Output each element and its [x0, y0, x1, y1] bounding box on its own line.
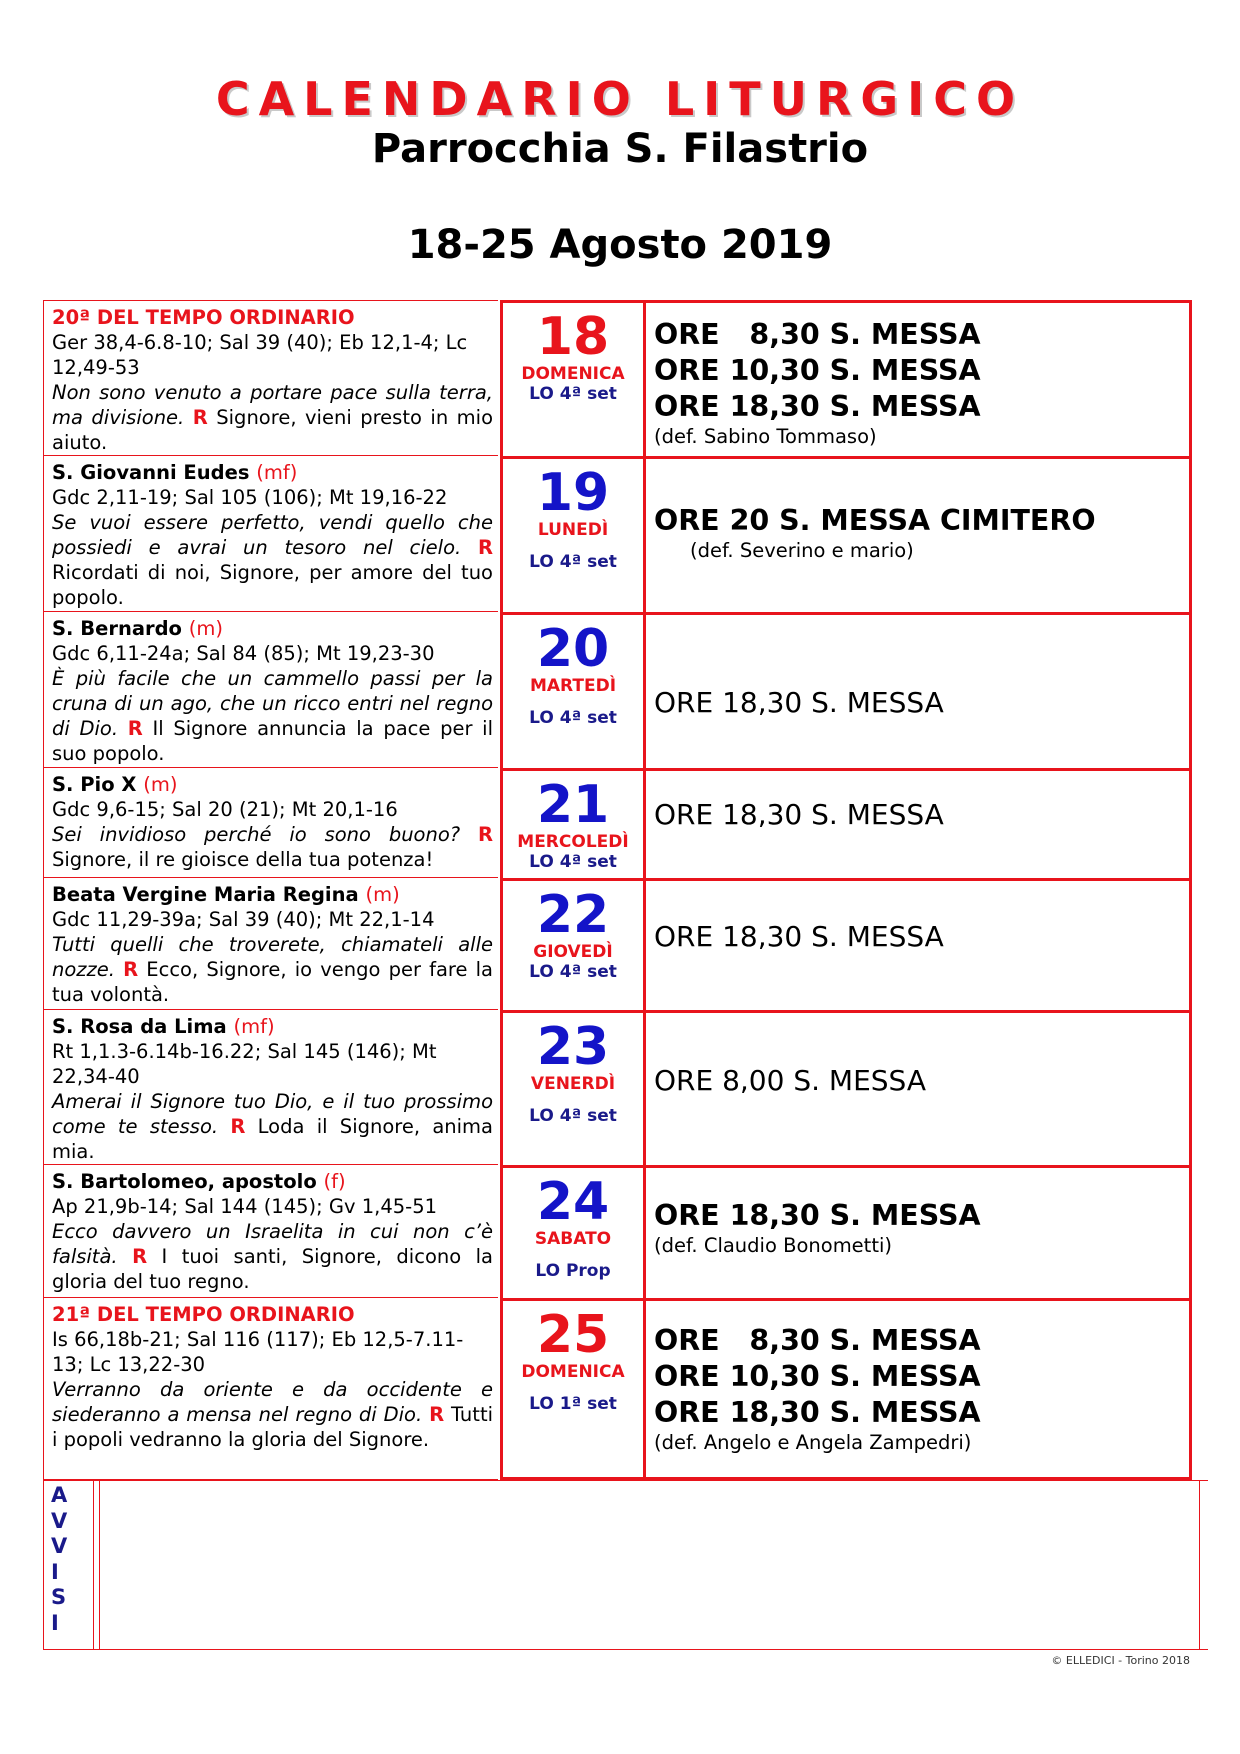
mass-times-cell [646, 300, 1192, 459]
antiphon-block [52, 1219, 493, 1294]
feast-title [52, 1014, 493, 1039]
antiphon: Tutti quelli che troverete, chiamateli alle nozze. [52, 933, 493, 981]
avvisi-box [43, 1480, 1208, 1650]
day-date-cell [500, 878, 646, 1013]
mass-time: ORE 18,30 S. MESSA [654, 1199, 981, 1232]
liturgy-week: LO 4ª set [529, 708, 617, 728]
response-marker: R [132, 1245, 148, 1268]
liturgy-week: LO 1ª set [529, 1394, 617, 1414]
mass-time: ORE 18,30 S. MESSA [654, 798, 944, 831]
mass-time: ORE 18,30 S. MESSA [654, 390, 981, 423]
feast-name: S. Bernardo [52, 617, 182, 640]
feast-name: 20ª DEL TEMPO ORDINARIO [52, 306, 355, 329]
response-marker: R [477, 536, 493, 559]
readings: Rt 1,1.3-6.14b-16.22; Sal 145 (146); Mt 22,34-40 [52, 1040, 437, 1088]
mass-intention: (def. Sabino Tommaso) [654, 425, 877, 448]
antiphon: Verranno da oriente e da occidente e siederanno a mensa nel regno di Dio. [52, 1378, 493, 1426]
mass-time: ORE 20 S. MESSA CIMITERO [654, 504, 1096, 537]
antiphon-block [52, 1377, 493, 1452]
day-date-cell [500, 456, 646, 615]
mass-time: ORE 8,30 S. MESSA [654, 318, 981, 351]
feast-rank: (f) [323, 1170, 346, 1193]
day-name: GIOVEDÌ [533, 942, 613, 962]
mass-times-cell [646, 612, 1192, 771]
mass-time: ORE 18,30 S. MESSA [654, 920, 944, 953]
avvisi-letter: S [51, 1585, 67, 1609]
feast-title [52, 1169, 493, 1194]
antiphon: Se vuoi essere perfetto, vendi quello che possiedi e avrai un tesoro nel cielo. [52, 511, 493, 559]
feast-rank: (m) [143, 773, 178, 796]
day-date-cell [500, 1165, 646, 1301]
day-name: MERCOLEDÌ [517, 832, 629, 852]
avvisi-letter: I [51, 1610, 59, 1635]
mass-time: ORE 18,30 S. MESSA [654, 686, 944, 719]
avvisi-label [51, 1483, 67, 1636]
liturgy-week: LO 4ª set [529, 852, 617, 872]
feast-title [52, 882, 493, 907]
feast-title [52, 772, 493, 797]
feast-rank: (m) [188, 617, 223, 640]
response: Signore, il re gioisce della tua potenza! [52, 848, 434, 871]
liturgy-week: LO Prop [535, 1261, 611, 1281]
response: I tuoi santi, Signore, dicono la gloria del tuo regno. [52, 1245, 493, 1293]
mass-time: ORE 18,30 S. MESSA [654, 1396, 981, 1429]
page-title: CALENDARIO LITURGICO [215, 72, 1025, 126]
day-date-cell [500, 1010, 646, 1168]
mass-time: ORE 8,30 S. MESSA [654, 1324, 981, 1357]
feast-title [52, 460, 493, 485]
day-name: SABATO [534, 1229, 612, 1249]
day-name: DOMENICA [521, 364, 625, 384]
feast-rank: (m) [365, 883, 400, 906]
day-number: 25 [536, 1305, 610, 1365]
response: Il Signore annuncia la pace per il suo popolo. [52, 717, 493, 765]
response: Ricordati di noi, Signore, per amore del tuo popolo. [52, 561, 493, 609]
day-readings-cell [43, 768, 498, 878]
response: Ecco, Signore, io vengo per fare la tua volontà. [52, 958, 494, 1006]
day-number: 21 [536, 775, 610, 835]
day-number: 18 [536, 307, 610, 367]
feast-name: S. Bartolomeo, apostolo [52, 1170, 317, 1193]
response: Tutti i popoli vedranno la gloria del Signore. [52, 1403, 494, 1451]
avvisi-letter: A [51, 1483, 68, 1507]
antiphon: Non sono venuto a portare pace sulla terra, ma divisione. [52, 381, 493, 429]
feast-name: S. Giovanni Eudes [52, 461, 250, 484]
response-marker: R [429, 1403, 445, 1426]
mass-time: ORE 10,30 S. MESSA [654, 1360, 981, 1393]
day-readings-cell [43, 1010, 498, 1165]
readings: Gdc 11,29-39a; Sal 39 (40); Mt 22,1-14 [52, 908, 435, 931]
liturgy-week: LO 4ª set [529, 1106, 617, 1126]
response-marker: R [127, 717, 143, 740]
feast-rank: (mf) [233, 1015, 275, 1038]
feast-name: S. Rosa da Lima [52, 1015, 227, 1038]
readings: Ger 38,4-6.8-10; Sal 39 (40); Eb 12,1-4; Lc 12,49-53 [52, 331, 468, 379]
day-readings-cell [43, 612, 498, 768]
feast-rank: (mf) [256, 461, 298, 484]
liturgy-week: LO 4ª set [529, 384, 617, 404]
mass-times-cell [646, 1298, 1192, 1480]
response-marker: R [477, 823, 493, 846]
response: Signore, vieni presto in mio aiuto. [52, 406, 494, 454]
date-range: 18-25 Agosto 2019 [407, 222, 833, 268]
readings: Is 66,18b-21; Sal 116 (117); Eb 12,5-7.11-13; Lc 13,22-30 [52, 1328, 464, 1376]
avvisi-letter: V [51, 1508, 68, 1533]
feast-name: Beata Vergine Maria Regina [52, 883, 359, 906]
day-name: MARTEDÌ [529, 676, 617, 696]
antiphon-block [52, 822, 493, 872]
feast-name: 21ª DEL TEMPO ORDINARIO [52, 1303, 355, 1326]
readings: Gdc 2,11-19; Sal 105 (106); Mt 19,16-22 [52, 486, 448, 509]
feast-title [52, 1302, 493, 1327]
feast-title [52, 305, 493, 330]
day-name: DOMENICA [521, 1362, 625, 1382]
antiphon: È più facile che un cammello passi per la cruna di un ago, che un ricco entri nel regno di Dio. [52, 667, 493, 740]
day-readings-cell [43, 456, 498, 612]
antiphon-block [52, 666, 493, 766]
day-number: 20 [536, 619, 610, 679]
antiphon-block [52, 380, 493, 455]
day-date-cell [500, 1298, 646, 1480]
copyright-footer: © ELLEDICI - Torino 2018 [1051, 1654, 1190, 1667]
liturgy-week: LO 4ª set [529, 962, 617, 982]
mass-intention: (def. Angelo e Angela Zampedri) [654, 1431, 972, 1454]
day-readings-cell [43, 300, 498, 456]
day-date-cell [500, 300, 646, 459]
parish-name: Parrocchia S. Filastrio [371, 126, 869, 172]
antiphon-block [52, 932, 493, 1007]
response-marker: R [230, 1115, 246, 1138]
day-number: 24 [536, 1172, 610, 1232]
day-number: 22 [536, 885, 610, 945]
mass-time: ORE 8,00 S. MESSA [654, 1064, 926, 1097]
mass-intention: (def. Claudio Bonometti) [654, 1234, 892, 1257]
response-marker: R [123, 958, 139, 981]
day-readings-cell [43, 1298, 498, 1480]
readings: Ap 21,9b-14; Sal 144 (145); Gv 1,45-51 [52, 1195, 438, 1218]
avvisi-letter: V [51, 1534, 68, 1558]
response-marker: R [192, 406, 208, 429]
antiphon-block [52, 510, 493, 610]
day-number: 23 [536, 1017, 610, 1077]
day-readings-cell [43, 878, 498, 1010]
avvisi-letter: I [51, 1559, 59, 1584]
antiphon-block [52, 1089, 493, 1164]
mass-times-cell [646, 456, 1192, 615]
mass-times-cell [646, 768, 1192, 881]
antiphon: Ecco davvero un Israelita in cui non c’è falsità. [52, 1220, 493, 1268]
liturgy-week: LO 4ª set [529, 552, 617, 572]
day-number: 19 [536, 463, 610, 523]
antiphon: Sei invidioso perché io sono buono? [52, 823, 461, 846]
day-name: LUNEDÌ [537, 520, 609, 540]
day-date-cell [500, 768, 646, 881]
feast-name: S. Pio X [52, 773, 137, 796]
mass-intention: (def. Severino e mario) [690, 539, 914, 562]
mass-times-cell [646, 878, 1192, 1013]
readings: Gdc 9,6-15; Sal 20 (21); Mt 20,1-16 [52, 798, 398, 821]
feast-title [52, 616, 493, 641]
readings: Gdc 6,11-24a; Sal 84 (85); Mt 19,23-30 [52, 642, 435, 665]
response: Loda il Signore, anima mia. [52, 1115, 493, 1163]
mass-time: ORE 10,30 S. MESSA [654, 354, 981, 387]
day-readings-cell [43, 1165, 498, 1298]
avvisi-label-column [44, 1481, 100, 1649]
day-date-cell [500, 612, 646, 771]
antiphon: Amerai il Signore tuo Dio, e il tuo prossimo come te stesso. [52, 1090, 493, 1138]
day-name: VENERDÌ [530, 1074, 616, 1094]
mass-times-cell [646, 1165, 1192, 1301]
mass-times-cell [646, 1010, 1192, 1168]
